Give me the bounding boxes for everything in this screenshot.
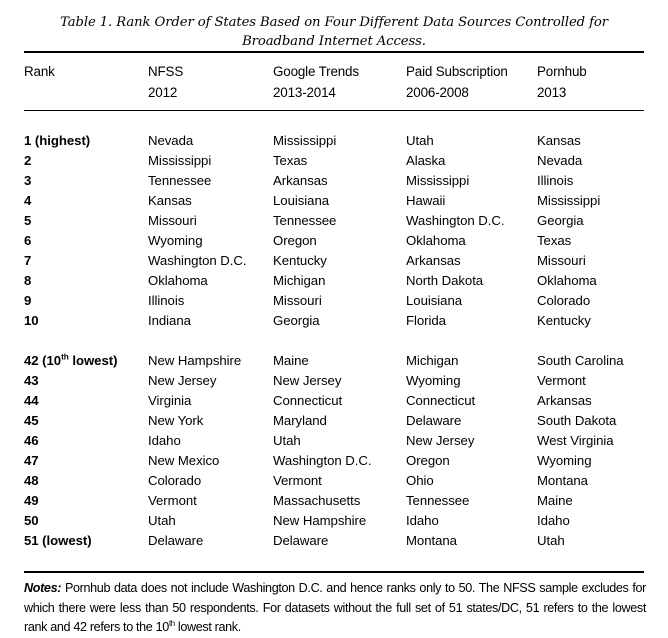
cell-pornhub: Vermont <box>537 373 586 388</box>
cell-nfss: New Mexico <box>148 453 220 468</box>
cell-nfss: Washington D.C. <box>148 253 247 268</box>
cell-pornhub: Illinois <box>537 173 574 188</box>
table-row <box>24 251 645 271</box>
cell-google-trends: Maine <box>273 353 309 368</box>
column-subheader-rank <box>24 82 148 103</box>
cell-rank <box>24 411 148 431</box>
cell-pornhub: Arkansas <box>537 393 592 408</box>
cell-rank: 7 <box>24 253 32 268</box>
cell-nfss: Wyoming <box>148 233 203 248</box>
cell-paid-subscription: Delaware <box>406 413 462 428</box>
header-subtitle-row <box>24 82 645 103</box>
cell-pornhub: Georgia <box>537 213 584 228</box>
notes-ordinal-suffix: th <box>168 618 175 628</box>
cell-google-trends: Missouri <box>273 293 322 308</box>
table-row <box>24 531 645 551</box>
cell-paid-subscription: Tennessee <box>406 493 470 508</box>
cell-google-trends: Vermont <box>273 473 322 488</box>
cell-nfss: Delaware <box>148 533 204 548</box>
notes-text-first: Pornhub data does not include Washington D.C. and hence ranks only to 50. The NFSS sample excludes for which there were less than 50 respondents. For datasets without the full set of 51 states/DC, 51 refers to the lowest rank and 42 refers to the 10 <box>24 581 646 634</box>
cell-nfss: Idaho <box>148 433 181 448</box>
cell-paid-subscription: Utah <box>406 133 434 148</box>
cell-pornhub: Missouri <box>537 253 586 268</box>
cell-pornhub: South Dakota <box>537 413 617 428</box>
rank-number: 44 <box>24 393 39 408</box>
column-header-rank: Rank <box>24 64 55 79</box>
column-subheader-google-trends: 2013-2014 <box>273 85 336 100</box>
spacer-cell <box>24 331 645 351</box>
header-bottom-pad <box>24 103 645 110</box>
rank-qualifier: lowest) <box>68 353 118 368</box>
cell-nfss: Indiana <box>148 313 191 328</box>
body-bottom-pad <box>24 551 645 571</box>
table-row <box>24 311 645 331</box>
cell-google-trends: Georgia <box>273 313 320 328</box>
rank-number: 48 <box>24 473 39 488</box>
cell-nfss: Missouri <box>148 213 197 228</box>
table-row <box>24 191 645 211</box>
cell-rank <box>24 451 148 471</box>
cell-rank: 10 <box>24 313 39 328</box>
cell-rank <box>24 511 148 531</box>
table-row <box>24 431 645 451</box>
cell-google-trends: Louisiana <box>273 193 330 208</box>
cell-nfss: New York <box>148 413 204 428</box>
cell-paid-subscription: Oregon <box>406 453 450 468</box>
header-title-row <box>24 61 645 82</box>
table-row <box>24 471 645 491</box>
table-data-grid <box>24 111 645 571</box>
cell-nfss: Mississippi <box>148 153 212 168</box>
column-subheader-paid-subscription: 2006-2008 <box>406 85 469 100</box>
notes-label: Notes: <box>24 581 62 595</box>
cell-google-trends: Arkansas <box>273 173 328 188</box>
table-row <box>24 451 645 471</box>
cell-nfss: New Hampshire <box>148 353 242 368</box>
table-header <box>24 53 645 110</box>
cell-google-trends: Kentucky <box>273 253 327 268</box>
cell-pornhub: Montana <box>537 473 588 488</box>
cell-paid-subscription: Wyoming <box>406 373 461 388</box>
cell-paid-subscription: Louisiana <box>406 293 463 308</box>
table-row <box>24 271 645 291</box>
cell-rank <box>24 491 148 511</box>
cell-paid-subscription: Arkansas <box>406 253 461 268</box>
header-top-pad <box>24 53 645 61</box>
cell-google-trends: Utah <box>273 433 301 448</box>
rank-block-separator <box>24 331 645 351</box>
cell-rank <box>24 391 148 411</box>
cell-nfss: Nevada <box>148 133 194 148</box>
column-subheader-nfss: 2012 <box>148 85 178 100</box>
cell-rank: 3 <box>24 173 32 188</box>
cell-google-trends: Oregon <box>273 233 317 248</box>
cell-pornhub: Idaho <box>537 513 570 528</box>
cell-nfss: Utah <box>148 513 176 528</box>
cell-google-trends: Washington D.C. <box>273 453 372 468</box>
rank-number: 45 <box>24 413 39 428</box>
cell-google-trends: New Jersey <box>273 373 342 388</box>
cell-rank: 8 <box>24 273 32 288</box>
cell-rank: 1 (highest) <box>24 133 91 148</box>
cell-pornhub: Oklahoma <box>537 273 597 288</box>
rank-number: 42 (10 <box>24 353 62 368</box>
cell-rank: 9 <box>24 293 32 308</box>
cell-rank <box>24 471 148 491</box>
column-header-nfss: NFSS <box>148 64 184 79</box>
cell-paid-subscription: Washington D.C. <box>406 213 505 228</box>
cell-paid-subscription: New Jersey <box>406 433 475 448</box>
cell-paid-subscription: Mississippi <box>406 173 470 188</box>
table-row <box>24 371 645 391</box>
cell-google-trends: Connecticut <box>273 393 343 408</box>
cell-pornhub: South Carolina <box>537 353 624 368</box>
table-row <box>24 511 645 531</box>
rank-number: 49 <box>24 493 39 508</box>
table-row <box>24 351 645 371</box>
cell-paid-subscription: Alaska <box>406 153 446 168</box>
spacer-cell <box>24 551 645 571</box>
cell-nfss: Colorado <box>148 473 202 488</box>
cell-rank: 4 <box>24 193 32 208</box>
cell-google-trends: Michigan <box>273 273 326 288</box>
rank-number: 46 <box>24 433 39 448</box>
cell-pornhub: Kansas <box>537 133 581 148</box>
cell-paid-subscription: Florida <box>406 313 446 328</box>
cell-rank <box>24 431 148 451</box>
column-header-google-trends: Google Trends <box>273 64 359 79</box>
cell-nfss: Tennessee <box>148 173 212 188</box>
cell-google-trends: Massachusetts <box>273 493 361 508</box>
table-row <box>24 391 645 411</box>
cell-paid-subscription: Connecticut <box>406 393 476 408</box>
cell-pornhub: Maine <box>537 493 573 508</box>
cell-nfss: Illinois <box>148 293 185 308</box>
cell-google-trends: New Hampshire <box>273 513 367 528</box>
cell-google-trends: Mississippi <box>273 133 337 148</box>
column-header-pornhub: Pornhub <box>537 64 587 79</box>
rank-number: 43 <box>24 373 39 388</box>
cell-paid-subscription: Hawaii <box>406 193 446 208</box>
body-top-pad <box>24 111 645 131</box>
cell-google-trends: Maryland <box>273 413 327 428</box>
cell-rank <box>24 371 148 391</box>
table-row <box>24 231 645 251</box>
cell-pornhub: Texas <box>537 233 572 248</box>
cell-pornhub: Wyoming <box>537 453 592 468</box>
cell-paid-subscription: North Dakota <box>406 273 484 288</box>
spacer-cell <box>24 111 645 131</box>
rank-number: 51 (lowest) <box>24 533 92 548</box>
notes-text-second: lowest rank. <box>174 620 241 634</box>
table-row <box>24 211 645 231</box>
table-notes <box>0 573 668 638</box>
cell-paid-subscription: Idaho <box>406 513 439 528</box>
table-body-rows <box>24 111 645 571</box>
cell-google-trends: Delaware <box>273 533 329 548</box>
cell-pornhub: Mississippi <box>537 193 601 208</box>
table-row <box>24 171 645 191</box>
cell-nfss: New Jersey <box>148 373 217 388</box>
table-row <box>24 491 645 511</box>
rank-number: 50 <box>24 513 39 528</box>
table-row <box>24 291 645 311</box>
cell-paid-subscription: Oklahoma <box>406 233 466 248</box>
cell-nfss: Vermont <box>148 493 197 508</box>
cell-rank <box>24 531 148 551</box>
cell-nfss: Oklahoma <box>148 273 208 288</box>
cell-google-trends: Tennessee <box>273 213 337 228</box>
cell-rank <box>24 351 148 371</box>
cell-pornhub: Nevada <box>537 153 583 168</box>
table-row <box>24 411 645 431</box>
cell-google-trends: Texas <box>273 153 308 168</box>
table-body-area <box>24 51 644 573</box>
cell-nfss: Virginia <box>148 393 192 408</box>
table-header-grid <box>24 53 645 110</box>
cell-pornhub: West Virginia <box>537 433 614 448</box>
cell-pornhub: Kentucky <box>537 313 591 328</box>
column-subheader-pornhub: 2013 <box>537 85 567 100</box>
table-row <box>24 151 645 171</box>
cell-rank: 5 <box>24 213 32 228</box>
table-row <box>24 131 645 151</box>
rank-ordinal-suffix: th <box>61 352 69 362</box>
table-caption: Table 1. Rank Order of States Based on Four Different Data Sources Controlled for Broadband Internet Access. <box>60 15 608 49</box>
cell-rank: 6 <box>24 233 32 248</box>
cell-nfss: Kansas <box>148 193 192 208</box>
cell-paid-subscription: Michigan <box>406 353 459 368</box>
cell-pornhub: Colorado <box>537 293 591 308</box>
cell-paid-subscription: Montana <box>406 533 457 548</box>
rank-number: 47 <box>24 453 39 468</box>
cell-paid-subscription: Ohio <box>406 473 434 488</box>
cell-pornhub: Utah <box>537 533 565 548</box>
column-header-paid-subscription: Paid Subscription <box>406 64 508 79</box>
cell-rank: 2 <box>24 153 32 168</box>
